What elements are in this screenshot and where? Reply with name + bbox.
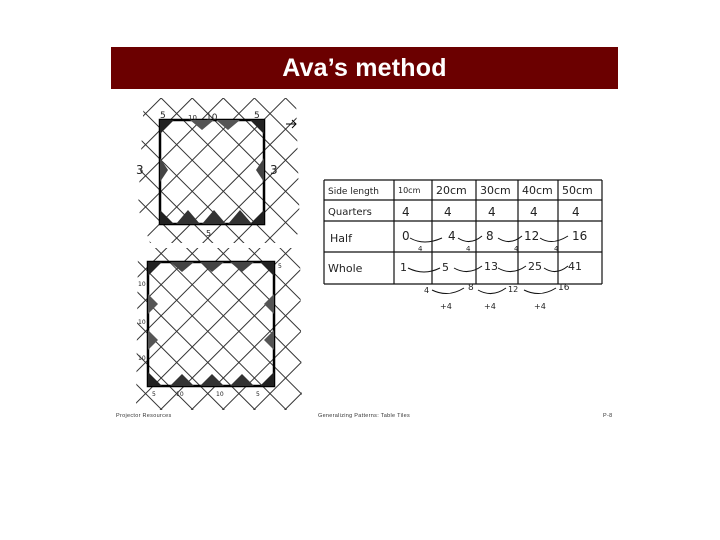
whole-diff-3: 12: [508, 285, 519, 294]
footer-left: Projector Resources: [116, 413, 172, 419]
whole-diff-1: 4: [424, 286, 430, 295]
bottom-label-bottom-4: 5: [256, 391, 260, 398]
top-label-3-right: 3: [270, 163, 278, 177]
bottom-label-right-1: 5: [278, 263, 282, 270]
header-20cm: 20cm: [436, 184, 467, 197]
whole-40: 25: [528, 260, 542, 273]
row-label-half: Half: [330, 232, 352, 245]
bottom-label-left-3: 10: [138, 355, 146, 362]
quarters-40: 4: [530, 205, 538, 219]
bottom-label-left-2: 10: [138, 319, 146, 326]
top-label-3-left: 3: [136, 163, 144, 177]
slide-title: Ava’s method: [282, 53, 447, 82]
second-diff-arrows: [432, 288, 556, 294]
half-20: 4: [448, 229, 456, 243]
half-30: 8: [486, 229, 494, 243]
bottom-label-bottom-1: 5: [152, 391, 156, 398]
half-diff-3: 4: [514, 245, 519, 253]
quarters-20: 4: [444, 205, 452, 219]
second-diff-3: +4: [534, 302, 546, 311]
footer-page-number: P-8: [603, 413, 613, 419]
top-label-10-a: 10: [188, 114, 197, 122]
bottom-label-bottom-3: 10: [216, 391, 224, 398]
header-30cm: 30cm: [480, 184, 511, 197]
title-bar: [111, 47, 618, 89]
quarters-30: 4: [488, 205, 496, 219]
quarters-50: 4: [572, 205, 580, 219]
second-diff-1: +4: [440, 302, 452, 311]
top-label-10-b: 10: [206, 113, 218, 123]
whole-50: 41: [568, 260, 582, 273]
half-10: 0: [402, 229, 410, 243]
header-50cm: 50cm: [562, 184, 593, 197]
second-diff-2: +4: [484, 302, 496, 311]
footer-center: Generalizing Patterns: Table Tiles: [318, 413, 411, 419]
whole-10: 1: [400, 261, 407, 274]
half-diff-2: 4: [466, 245, 471, 253]
tile-sketch: [130, 98, 305, 410]
bottom-label-bottom-2: 10: [176, 391, 184, 398]
half-50: 16: [572, 229, 588, 243]
whole-diff-2: 8: [468, 283, 474, 293]
row-label-whole: Whole: [328, 262, 363, 275]
half-diff-4: 4: [554, 245, 559, 253]
header-40cm: 40cm: [522, 184, 553, 197]
header-side-length: Side length: [328, 187, 380, 197]
half-diff-1: 4: [418, 245, 423, 253]
pattern-table: [318, 176, 608, 316]
top-label-5-bottom: 5: [206, 229, 212, 238]
row-label-quarters: Quarters: [328, 207, 372, 218]
whole-diff-4: 16: [558, 283, 570, 293]
quarters-10: 4: [402, 205, 410, 219]
bottom-label-left-1: 10: [138, 281, 146, 288]
whole-20: 5: [442, 261, 449, 274]
half-40: 12: [524, 229, 540, 243]
whole-30: 13: [484, 260, 498, 273]
top-label-5-right: 5: [254, 111, 260, 121]
top-label-5-left: 5: [160, 111, 166, 121]
header-10cm: 10cm: [398, 186, 421, 195]
